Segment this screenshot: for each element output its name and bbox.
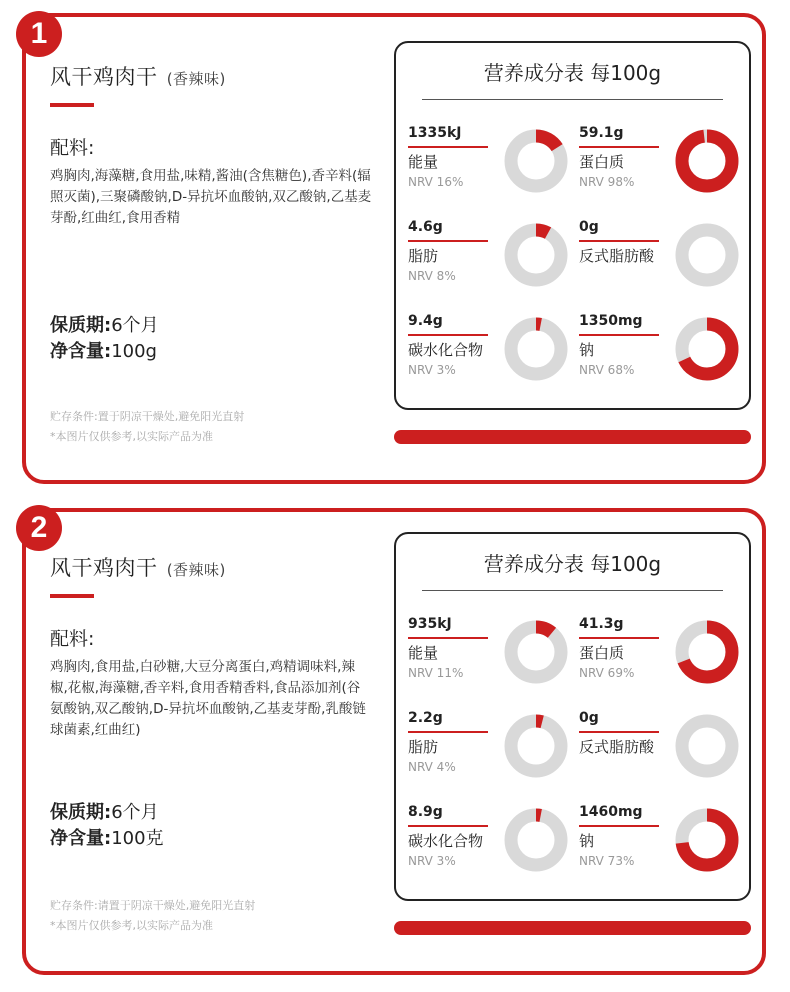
nutrient-amount: 935kJ — [408, 616, 452, 632]
nutrient-nrv: NRV 3% — [408, 363, 456, 377]
nutrient-amount: 1350mg — [579, 313, 643, 329]
net-content — [50, 826, 380, 852]
nutrient-nrv: NRV 3% — [408, 854, 456, 868]
amount-underline — [408, 825, 488, 827]
nutrient-energy — [408, 616, 578, 704]
nutrient-trans-fat — [579, 710, 749, 798]
ingredients-heading: 配料: — [50, 137, 95, 159]
donut-track — [511, 815, 561, 865]
nutrient-name: 蛋白质 — [579, 644, 625, 662]
nrv-donut-chart — [503, 316, 569, 382]
nrv-donut-chart — [674, 713, 740, 779]
nutrient-nrv: NRV 68% — [579, 363, 635, 377]
shelf-life-label: 保质期: — [50, 802, 112, 823]
nutrition-divider — [422, 99, 723, 100]
net-content — [50, 339, 380, 365]
donut-track — [682, 721, 732, 771]
nutrient-amount: 1335kJ — [408, 125, 462, 141]
donut-track — [511, 324, 561, 374]
nutrient-name: 碳水化合物 — [408, 832, 484, 850]
product-flavor: (香辣味) — [166, 561, 226, 579]
nrv-donut-chart — [503, 713, 569, 779]
amount-underline — [408, 731, 488, 733]
nutrient-trans-fat — [579, 219, 749, 307]
donut-track — [511, 721, 561, 771]
ingredients-section — [50, 624, 380, 741]
amount-underline — [579, 240, 659, 242]
shelf-life-value: 6个月 — [111, 802, 159, 823]
nrv-donut-chart — [674, 128, 740, 194]
shelf-life-value: 6个月 — [111, 315, 159, 336]
nutrient-amount: 41.3g — [579, 616, 624, 632]
nutrient-name: 脂肪 — [408, 738, 439, 756]
nutrient-name: 碳水化合物 — [408, 341, 484, 359]
nrv-donut-chart — [674, 222, 740, 288]
nutrition-panel — [394, 41, 751, 410]
product-title — [50, 552, 380, 582]
nutrition-panel — [394, 532, 751, 901]
product-card-1 — [22, 13, 766, 484]
product-name: 风干鸡肉干 — [50, 556, 158, 580]
amount-underline — [579, 334, 659, 336]
storage-note: 贮存条件:请置于阴凉干燥处,避免阳光直射 — [50, 899, 256, 912]
nutrient-nrv: NRV 73% — [579, 854, 635, 868]
nutrient-nrv: NRV 4% — [408, 760, 456, 774]
nrv-donut-chart — [503, 807, 569, 873]
nutrition-title: 营养成分表 每100g — [483, 61, 662, 85]
nutrient-amount: 9.4g — [408, 313, 443, 329]
nutrition-title: 营养成分表 每100g — [483, 552, 662, 576]
nutrient-protein — [579, 125, 749, 213]
donut-track — [511, 627, 561, 677]
nutrient-name: 脂肪 — [408, 247, 439, 265]
net-content-value: 100克 — [111, 828, 164, 849]
notes — [50, 896, 380, 936]
amount-underline — [579, 825, 659, 827]
nutrient-amount: 1460mg — [579, 804, 643, 820]
nutrient-name: 反式脂肪酸 — [579, 247, 655, 265]
amount-underline — [579, 637, 659, 639]
title-underline — [50, 103, 94, 107]
nutrient-name: 反式脂肪酸 — [579, 738, 655, 756]
amount-underline — [408, 334, 488, 336]
net-content-label: 净含量: — [50, 828, 112, 849]
nutrient-name: 能量 — [408, 644, 439, 662]
ingredients-text: 鸡胸肉,食用盐,白砂糖,大豆分离蛋白,鸡精调味料,辣椒,花椒,海藻糖,香辛料,食用香精香料,食品添加剂(谷氨酸钠,双乙酸钠,D-异抗坏血酸钠,乙基麦芽酚,乳酸链球菌素,红曲红) — [50, 659, 366, 738]
net-content-value: 100g — [111, 341, 157, 362]
amount-underline — [408, 146, 488, 148]
nutrient-amount: 59.1g — [579, 125, 624, 141]
nutrient-name: 钠 — [579, 832, 595, 850]
storage-note: 贮存条件:置于阴凉干燥处,避免阳光直射 — [50, 410, 245, 423]
disclaimer-note: *本图片仅供参考,以实际产品为准 — [50, 919, 213, 932]
nutrient-energy — [408, 125, 578, 213]
nutrient-fat — [408, 710, 578, 798]
nrv-donut-chart — [503, 128, 569, 194]
amount-underline — [579, 731, 659, 733]
nrv-donut-chart — [503, 619, 569, 685]
donut-track — [682, 230, 732, 280]
nutrient-name: 钠 — [579, 341, 595, 359]
specs — [50, 800, 380, 852]
nutrient-protein — [579, 616, 749, 704]
nutrient-nrv: NRV 8% — [408, 269, 456, 283]
nrv-donut-chart — [674, 807, 740, 873]
decorative-red-bar — [394, 921, 751, 935]
nutrient-nrv: NRV 11% — [408, 666, 464, 680]
nutrient-name: 能量 — [408, 153, 439, 171]
shelf-life-label: 保质期: — [50, 315, 112, 336]
nrv-donut-chart — [503, 222, 569, 288]
ingredients-text: 鸡胸肉,海藻糖,食用盐,味精,酱油(含焦糖色),香辛料(辐照灭菌),三聚磷酸钠,D-异抗坏血酸钠,双乙酸钠,乙基麦芽酚,红曲红,食用香精 — [50, 168, 372, 226]
nutrient-nrv: NRV 69% — [579, 666, 635, 680]
ingredients-heading: 配料: — [50, 628, 95, 650]
nutrient-fat — [408, 219, 578, 307]
ingredients-section — [50, 133, 380, 229]
nutrient-name: 蛋白质 — [579, 153, 625, 171]
amount-underline — [408, 240, 488, 242]
nrv-donut-chart — [674, 316, 740, 382]
product-info — [50, 61, 380, 107]
nutrient-amount: 0g — [579, 219, 599, 235]
nutrient-sodium — [579, 313, 749, 401]
nutrient-carbohydrate — [408, 313, 578, 401]
amount-underline — [408, 637, 488, 639]
card-number-badge: 1 — [16, 11, 62, 57]
net-content-label: 净含量: — [50, 341, 112, 362]
disclaimer-note: *本图片仅供参考,以实际产品为准 — [50, 430, 213, 443]
nutrient-amount: 4.6g — [408, 219, 443, 235]
nutrient-sodium — [579, 804, 749, 892]
nutrient-amount: 2.2g — [408, 710, 443, 726]
shelf-life — [50, 313, 380, 339]
notes — [50, 407, 380, 447]
specs — [50, 313, 380, 365]
amount-underline — [579, 146, 659, 148]
card-number-badge: 2 — [16, 505, 62, 551]
nutrient-amount: 8.9g — [408, 804, 443, 820]
decorative-red-bar — [394, 430, 751, 444]
nutrition-divider — [422, 590, 723, 591]
product-info — [50, 552, 380, 598]
donut-value-arc — [682, 136, 732, 186]
product-title — [50, 61, 380, 91]
donut-track — [511, 230, 561, 280]
nutrient-nrv: NRV 98% — [579, 175, 635, 189]
product-flavor: (香辣味) — [166, 70, 226, 88]
shelf-life — [50, 800, 380, 826]
nutrient-nrv: NRV 16% — [408, 175, 464, 189]
nrv-donut-chart — [674, 619, 740, 685]
nutrient-amount: 0g — [579, 710, 599, 726]
product-card-2 — [22, 508, 766, 975]
product-name: 风干鸡肉干 — [50, 65, 158, 89]
nutrient-carbohydrate — [408, 804, 578, 892]
title-underline — [50, 594, 94, 598]
